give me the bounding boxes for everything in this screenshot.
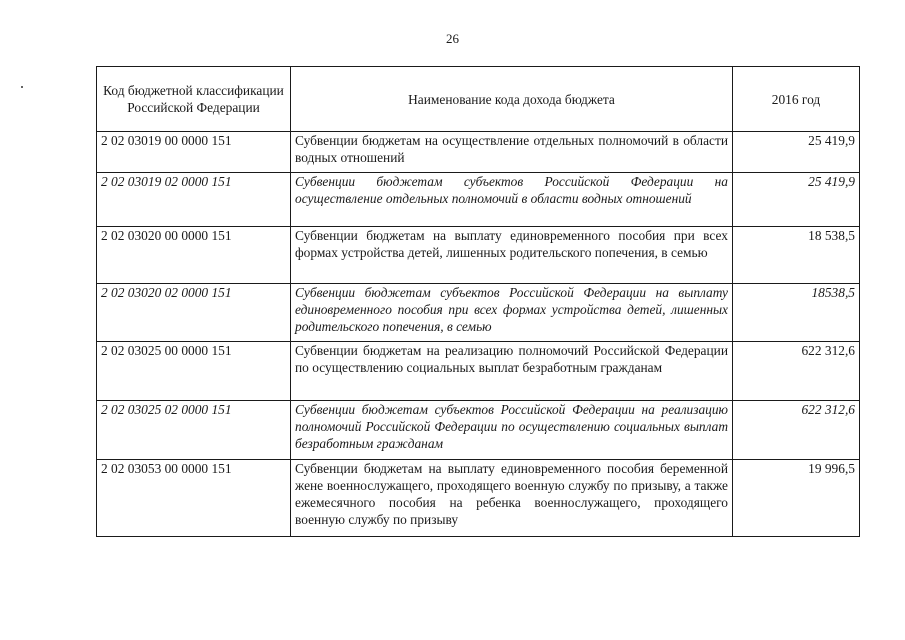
row-amount: 622 312,6 (733, 342, 860, 401)
row-code: 2 02 03025 00 0000 151 (97, 342, 291, 401)
row-amount: 18538,5 (733, 284, 860, 342)
row-code: 2 02 03019 02 0000 151 (97, 173, 291, 227)
row-amount: 25 419,9 (733, 132, 860, 173)
row-amount: 19 996,5 (733, 460, 860, 537)
table-row (97, 173, 860, 227)
row-name: Субвенции бюджетам субъектов Российской Федерации на осуществление отдельных полномочий в области водных отношений (291, 173, 733, 227)
table-row (97, 342, 860, 401)
row-code: 2 02 03053 00 0000 151 (97, 460, 291, 537)
row-name: Субвенции бюджетам на выплату единовременного пособия при всех формах устройства детей, лишенных родительского попечения, в семью (291, 227, 733, 284)
row-code: 2 02 03025 02 0000 151 (97, 401, 291, 460)
row-code: 2 02 03020 02 0000 151 (97, 284, 291, 342)
row-code: 2 02 03020 00 0000 151 (97, 227, 291, 284)
table-row (97, 284, 860, 342)
row-amount: 622 312,6 (733, 401, 860, 460)
row-name: Субвенции бюджетам субъектов Российской Федерации на реализацию полномочий Российской Федерации по осуществлению социальных выплат безработным гражданам (291, 401, 733, 460)
page-number: 26 (446, 31, 459, 46)
table-row (97, 401, 860, 460)
row-name: Субвенции бюджетам на реализацию полномочий Российской Федерации по осуществлению социальных выплат безработным гражданам (291, 342, 733, 401)
table-row (97, 460, 860, 537)
row-name: Субвенции бюджетам на выплату единовременного пособия беременной жене военнослужащего, проходящего военную службу по призыву, а также ежемесячного пособия на ребенка военнослужащего, проходящего военную службу по призыву (291, 460, 733, 537)
scan-speck (21, 86, 23, 88)
table-row (97, 227, 860, 284)
table-row (97, 132, 860, 173)
budget-revenue-table (96, 66, 860, 537)
table-header-row (97, 67, 860, 132)
header-name: Наименование кода дохода бюджета (291, 67, 733, 132)
row-amount: 25 419,9 (733, 173, 860, 227)
row-code: 2 02 03019 00 0000 151 (97, 132, 291, 173)
header-code: Код бюджетной классификации Российской Федерации (97, 67, 291, 132)
row-name: Субвенции бюджетам на осуществление отдельных полномочий в области водных отношений (291, 132, 733, 173)
header-year: 2016 год (733, 67, 860, 132)
row-amount: 18 538,5 (733, 227, 860, 284)
row-name: Субвенции бюджетам субъектов Российской Федерации на выплату единовременного пособия при всех формах устройства детей, лишенных родительского попечения, в семью (291, 284, 733, 342)
